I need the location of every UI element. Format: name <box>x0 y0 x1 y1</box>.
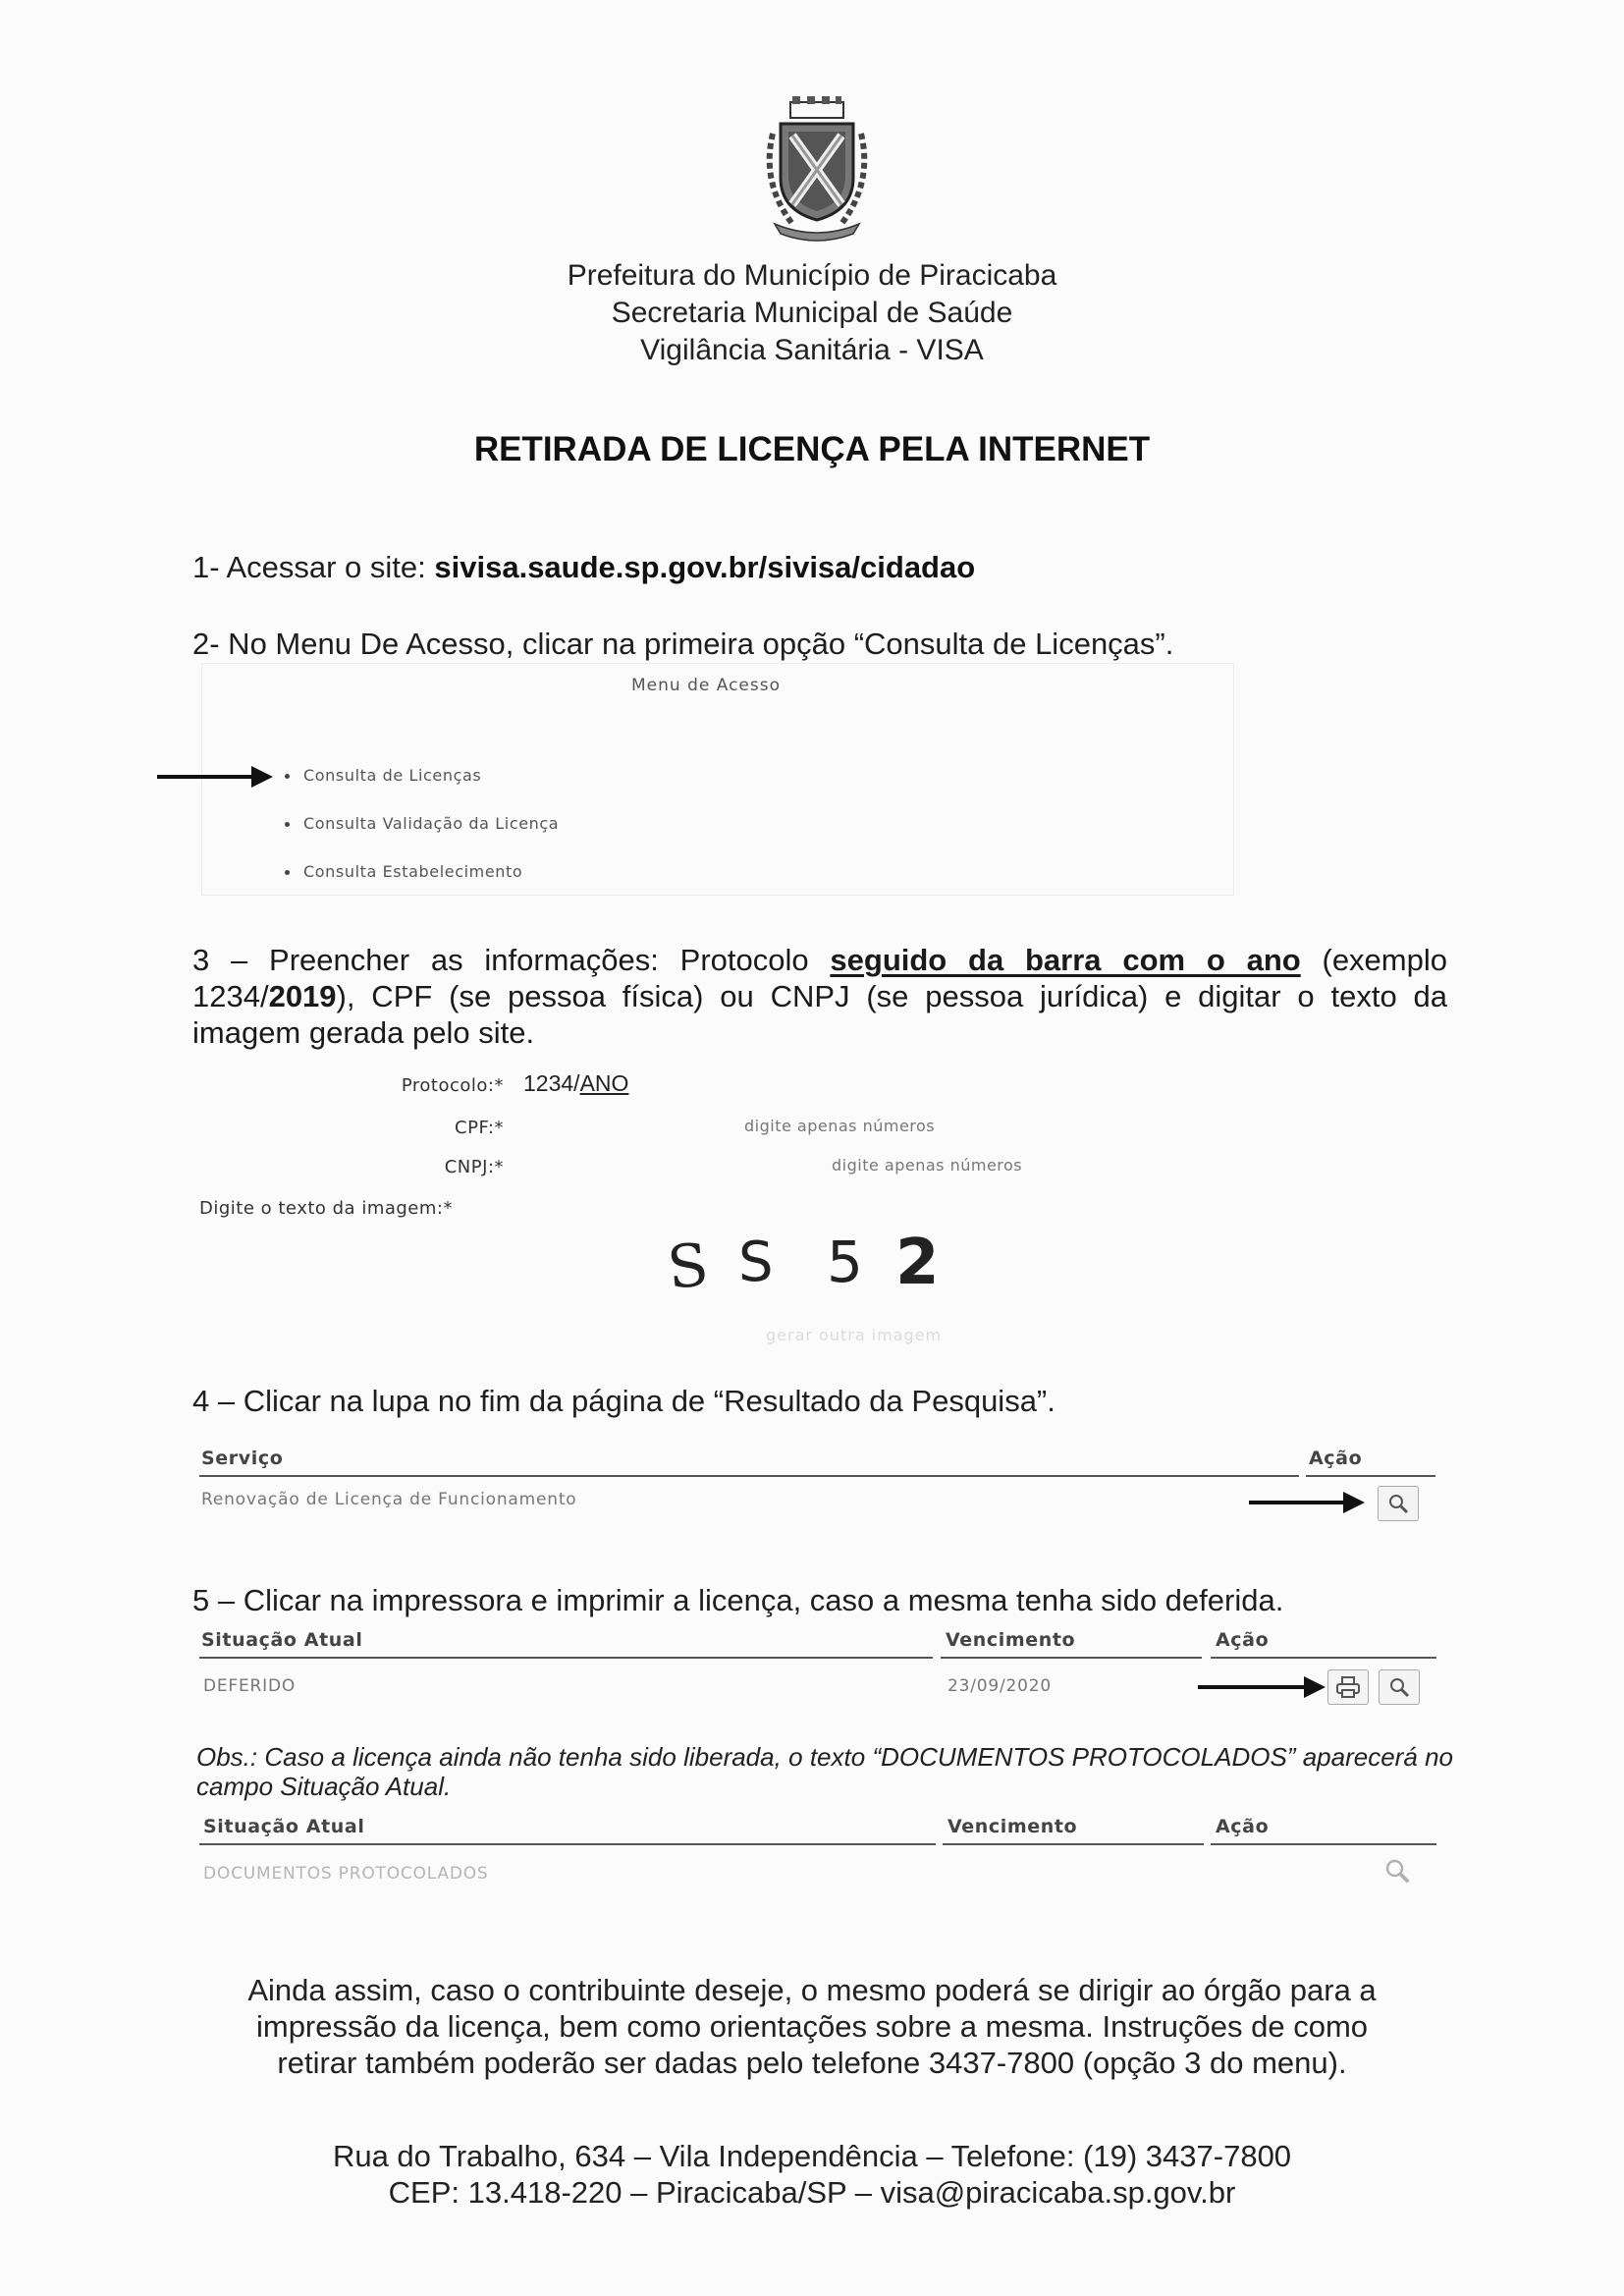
step-2-text: 2- No Menu De Acesso, clicar na primeira opção “Consulta de Licenças”. <box>192 627 1174 661</box>
closing-line-3: retirar também poderão ser dadas pelo telefone 3437-7800 (opção 3 do menu). <box>277 2046 1347 2080</box>
table-header-situacao: Situação Atual <box>203 1816 365 1837</box>
table-header-situacao: Situação Atual <box>201 1629 363 1651</box>
arrow-icon <box>1198 1685 1306 1689</box>
captcha-char: 5 <box>827 1229 863 1295</box>
step-3-text <box>192 942 1447 1051</box>
closing-line-2: impressão da licença, bem como orientações sobre a mesma. Instruções de como <box>255 2009 1369 2044</box>
table-cell-status: DOCUMENTOS PROTOCOLADOS <box>203 1864 489 1884</box>
protocolo-field[interactable] <box>523 1070 628 1097</box>
menu-item-label: Consulta Estabelecimento <box>303 862 523 881</box>
menu-item-label: Consulta de Licenças <box>303 766 482 785</box>
table-header-rule <box>943 1843 1204 1845</box>
closing-line-1: Ainda assim, caso o contribuinte deseje, o mesmo poderá se dirigir ao órgão para a <box>247 1973 1377 2007</box>
arrow-icon <box>1249 1501 1345 1504</box>
menu-item-consulta-validacao[interactable] <box>285 814 559 833</box>
cnpj-hint: digite apenas números <box>832 1156 1023 1175</box>
new-image-link[interactable]: gerar outra imagem <box>766 1326 943 1344</box>
footer-contact: CEP: 13.418-220 – Piracicaba/SP – visa@piracicaba.sp.gov.br <box>388 2175 1236 2210</box>
site-url: sivisa.saude.sp.gov.br/sivisa/cidadao <box>434 550 976 584</box>
header-secretaria: Secretaria Municipal de Saúde <box>611 297 1013 329</box>
protocolo-value: 1234/ <box>523 1070 580 1096</box>
table-header-rule <box>941 1657 1202 1659</box>
footer-address: Rua do Trabalho, 634 – Vila Independência – Telefone: (19) 3437-7800 <box>332 2139 1292 2173</box>
table-header-rule <box>199 1657 933 1659</box>
captcha-char: S <box>664 1230 712 1303</box>
step-4-text: 4 – Clicar na lupa no fim da página de “Resultado da Pesquisa”. <box>192 1384 1056 1418</box>
step-3-part-b: (exemplo 1234/ <box>192 943 1447 1013</box>
piracicaba-coat-of-arms <box>753 94 881 242</box>
table-header-acao: Ação <box>1216 1816 1270 1837</box>
menu-item-consulta-estabelecimento[interactable] <box>285 862 522 881</box>
table-header-acao: Ação <box>1309 1448 1363 1469</box>
magnifier-icon <box>1386 1492 1410 1515</box>
step-5-text: 5 – Clicar na impressora e imprimir a licença, caso a mesma tenha sido deferida. <box>192 1583 1284 1617</box>
arrow-icon <box>157 775 253 779</box>
captcha-label: Digite o texto da imagem:* <box>199 1198 453 1219</box>
captcha-char: 2 <box>895 1227 940 1299</box>
step-3-year: 2019 <box>268 979 337 1013</box>
cpf-label: CPF:* <box>455 1118 504 1138</box>
captcha-char: S <box>738 1230 774 1294</box>
table-header-rule <box>1211 1657 1436 1659</box>
protocolo-label: Protocolo:* <box>401 1075 504 1096</box>
menu-item-consulta-licencas[interactable] <box>285 766 481 785</box>
captcha-image <box>664 1227 992 1306</box>
table-header-servico: Serviço <box>201 1448 284 1469</box>
cpf-hint: digite apenas números <box>744 1117 936 1135</box>
header-visa: Vigilância Sanitária - VISA <box>640 334 984 366</box>
menu-title: Menu de Acesso <box>631 676 781 695</box>
table-header-vencimento: Vencimento <box>946 1629 1076 1651</box>
table-header-vencimento: Vencimento <box>947 1816 1078 1837</box>
magnifier-icon <box>1387 1675 1411 1699</box>
menu-item-label: Consulta Validação da Licença <box>303 814 560 833</box>
header-prefeitura: Prefeitura do Município de Piracicaba <box>567 259 1057 292</box>
protocolo-year-placeholder: ANO <box>579 1070 629 1096</box>
step-3-part-a: 3 – Preencher as informações: Protocolo <box>192 943 831 977</box>
step-3-part-c: ), CPF (se pessoa física) ou CNPJ (se pessoa jurídica) e digitar o texto da imagem gerada pelo site. <box>192 979 1447 1050</box>
step-3-emphasis: seguido da barra com o ano <box>830 943 1301 977</box>
print-button[interactable] <box>1327 1669 1369 1705</box>
view-button[interactable] <box>1379 1669 1420 1705</box>
printer-icon <box>1335 1675 1361 1699</box>
page-title: RETIRADA DE LICENÇA PELA INTERNET <box>473 430 1151 468</box>
view-button[interactable] <box>1382 1856 1412 1890</box>
magnifier-icon <box>1382 1856 1412 1886</box>
table-header-rule <box>1306 1475 1435 1477</box>
cnpj-label: CNPJ:* <box>444 1157 504 1177</box>
table-cell-status: DEFERIDO <box>203 1676 297 1696</box>
table-cell-date: 23/09/2020 <box>947 1676 1052 1696</box>
table-header-rule <box>199 1843 936 1845</box>
step-1 <box>192 550 975 585</box>
table-header-rule <box>199 1475 1299 1477</box>
obs-note: Obs.: Caso a licença ainda não tenha sido liberada, o texto “DOCUMENTOS PROTOCOLADOS” aparecerá no campo Situação Atual. <box>196 1742 1453 1801</box>
step-1-text: 1- Acessar o site: <box>192 550 435 584</box>
table-header-rule <box>1211 1843 1436 1845</box>
table-cell-servico: Renovação de Licença de Funcionamento <box>201 1490 577 1509</box>
table-header-acao: Ação <box>1216 1629 1270 1651</box>
view-button[interactable] <box>1378 1486 1419 1521</box>
